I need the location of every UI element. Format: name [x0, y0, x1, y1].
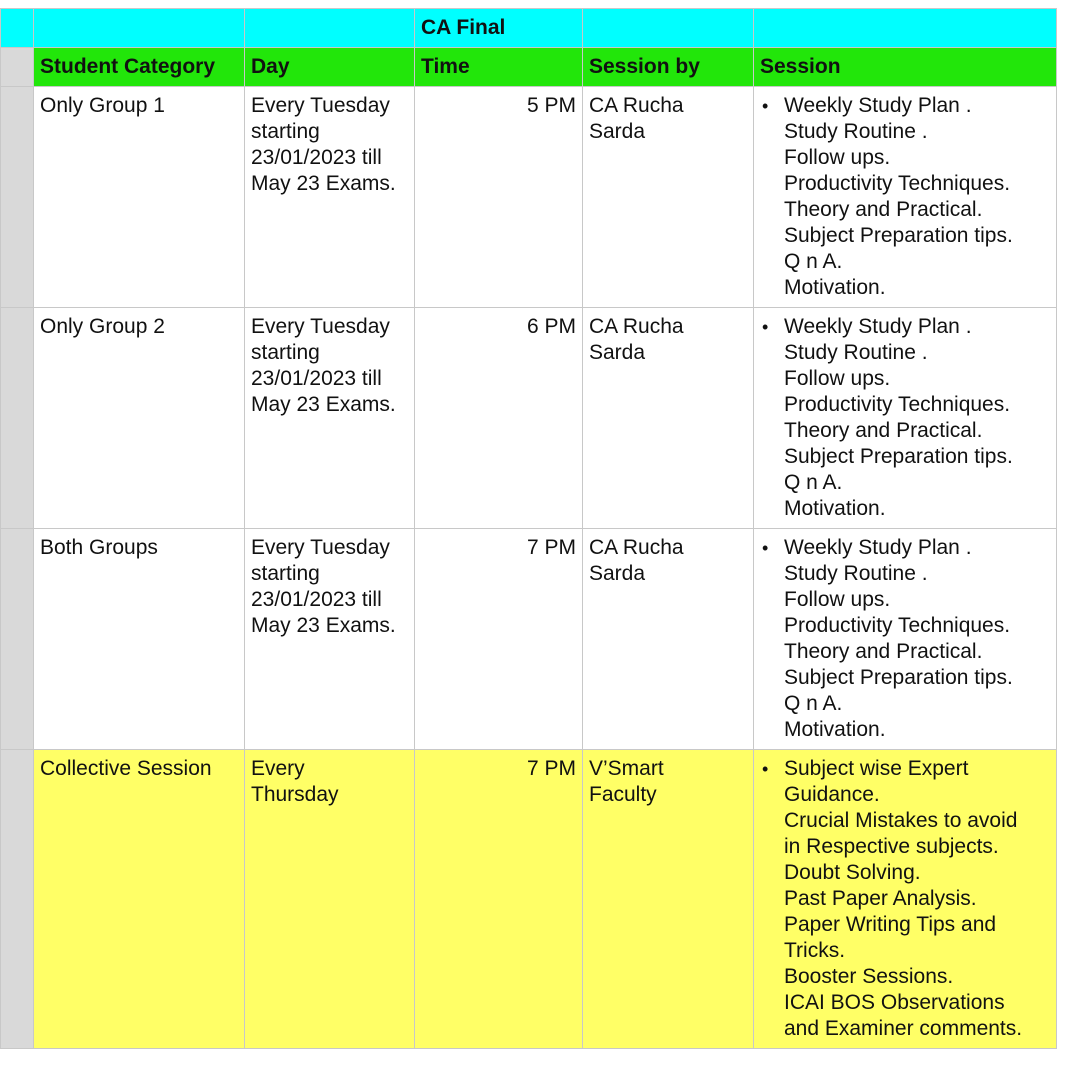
session-cell[interactable] — [754, 529, 1057, 750]
student-category: Only Group 2 — [40, 315, 165, 338]
session-item: Theory and Practical. — [784, 419, 983, 442]
row-gutter[interactable] — [1, 48, 34, 87]
session-list — [754, 308, 1056, 522]
session-item: • Weekly Study Plan . — [760, 535, 1052, 561]
session-item: • Weekly Study Plan . — [760, 314, 1052, 340]
session-item: Study Routine . — [784, 562, 928, 585]
session-item: • Subject wise Expert — [760, 756, 1052, 782]
session-item: Subject Preparation tips. — [784, 445, 1013, 468]
session-item: Guidance. — [784, 783, 880, 806]
session-list — [754, 529, 1056, 743]
session-by-text — [583, 529, 753, 587]
session-item: Subject Preparation tips. — [784, 224, 1013, 247]
session-by-cell[interactable] — [583, 87, 754, 308]
day-cell[interactable] — [245, 750, 415, 1049]
session-by-cell[interactable] — [583, 750, 754, 1049]
session-by-cell[interactable] — [583, 308, 754, 529]
session-item: in Respective subjects. — [784, 835, 999, 858]
day-line: May 23 Exams. — [251, 614, 396, 637]
header-session: Session — [760, 55, 841, 78]
session-item: Productivity Techniques. — [784, 614, 1011, 637]
session-item: Tricks. — [784, 939, 846, 962]
time-cell[interactable] — [415, 750, 583, 1049]
session-by-line: Sarda — [589, 120, 646, 143]
day-line: 23/01/2023 till — [251, 367, 382, 390]
session-item: Motivation. — [784, 276, 886, 299]
category-cell[interactable] — [34, 87, 245, 308]
row-gutter[interactable] — [1, 87, 34, 308]
title-row — [1, 9, 1057, 48]
day-line: starting — [251, 120, 320, 143]
session-list — [754, 87, 1056, 301]
time-cell[interactable] — [415, 87, 583, 308]
student-category: Collective Session — [40, 757, 212, 780]
row-gutter[interactable] — [1, 750, 34, 1049]
schedule-table — [0, 8, 1057, 1049]
session-by-line: Sarda — [589, 341, 646, 364]
session-by-cell[interactable] — [583, 529, 754, 750]
cell[interactable] — [245, 9, 415, 48]
session-item: Study Routine . — [784, 120, 928, 143]
session-item: Productivity Techniques. — [784, 393, 1011, 416]
session-by-line: V’Smart — [589, 757, 664, 780]
cell[interactable] — [754, 9, 1057, 48]
student-category: Only Group 1 — [40, 94, 165, 117]
header-cell[interactable] — [245, 48, 415, 87]
header-row — [1, 48, 1057, 87]
session-by-text — [583, 308, 753, 366]
day-line: starting — [251, 562, 320, 585]
day-cell[interactable] — [245, 529, 415, 750]
time-cell[interactable] — [415, 308, 583, 529]
table-row — [1, 750, 1057, 1049]
session-item: Theory and Practical. — [784, 198, 983, 221]
session-time: 6 PM — [526, 315, 576, 338]
session-item: Past Paper Analysis. — [784, 887, 977, 910]
session-item: and Examiner comments. — [784, 1017, 1023, 1040]
cell[interactable] — [34, 9, 245, 48]
day-cell[interactable] — [245, 308, 415, 529]
row-gutter[interactable] — [1, 308, 34, 529]
session-item: Motivation. — [784, 497, 886, 520]
session-by-line: Faculty — [589, 783, 657, 806]
day-line: Every Tuesday — [251, 94, 390, 117]
header-cell[interactable] — [34, 48, 245, 87]
session-item: Follow ups. — [784, 588, 891, 611]
session-item: Study Routine . — [784, 341, 928, 364]
row-gutter[interactable] — [1, 529, 34, 750]
day-text — [245, 308, 414, 418]
student-category: Both Groups — [40, 536, 158, 559]
session-cell[interactable] — [754, 308, 1057, 529]
session-by-line: CA Rucha — [589, 315, 684, 338]
session-item: Follow ups. — [784, 367, 891, 390]
day-line: Every Tuesday — [251, 315, 390, 338]
session-list — [754, 750, 1056, 1042]
session-item: Q n A. — [784, 692, 843, 715]
day-line: 23/01/2023 till — [251, 146, 382, 169]
header-cell[interactable] — [754, 48, 1057, 87]
session-by-line: CA Rucha — [589, 536, 684, 559]
cell[interactable] — [415, 9, 583, 48]
session-by-line: Sarda — [589, 562, 646, 585]
session-item: Theory and Practical. — [784, 640, 983, 663]
header-day: Day — [251, 55, 290, 78]
session-item: Motivation. — [784, 718, 886, 741]
session-item: Paper Writing Tips and — [784, 913, 997, 936]
header-time: Time — [421, 55, 470, 78]
table-title: CA Final — [421, 16, 506, 39]
row-gutter[interactable] — [1, 9, 34, 48]
day-text — [245, 87, 414, 197]
day-line: starting — [251, 341, 320, 364]
session-by-text — [583, 750, 753, 808]
header-student-category: Student Category — [40, 55, 216, 78]
session-item: ICAI BOS Observations — [784, 991, 1005, 1014]
cell[interactable] — [583, 9, 754, 48]
day-line: May 23 Exams. — [251, 172, 396, 195]
day-line: 23/01/2023 till — [251, 588, 382, 611]
table-row — [1, 529, 1057, 750]
header-session-by: Session by — [589, 55, 700, 78]
day-line: Thursday — [251, 783, 339, 806]
session-item: Booster Sessions. — [784, 965, 954, 988]
header-cell[interactable] — [583, 48, 754, 87]
day-line: May 23 Exams. — [251, 393, 396, 416]
header-cell[interactable] — [415, 48, 583, 87]
session-cell[interactable] — [754, 87, 1057, 308]
session-time: 5 PM — [526, 94, 576, 117]
category-cell[interactable] — [34, 750, 245, 1049]
session-item: Crucial Mistakes to avoid — [784, 809, 1018, 832]
session-item: Follow ups. — [784, 146, 891, 169]
category-cell[interactable] — [34, 529, 245, 750]
day-cell[interactable] — [245, 87, 415, 308]
session-by-text — [583, 87, 753, 145]
session-time: 7 PM — [526, 757, 576, 780]
session-time: 7 PM — [526, 536, 576, 559]
session-item: Q n A. — [784, 471, 843, 494]
time-cell[interactable] — [415, 529, 583, 750]
session-by-line: CA Rucha — [589, 94, 684, 117]
table-row — [1, 87, 1057, 308]
session-item: • Weekly Study Plan . — [760, 93, 1052, 119]
session-item: Productivity Techniques. — [784, 172, 1011, 195]
session-item: Doubt Solving. — [784, 861, 921, 884]
session-cell[interactable] — [754, 750, 1057, 1049]
session-item: Subject Preparation tips. — [784, 666, 1013, 689]
day-text — [245, 750, 414, 808]
table-row — [1, 308, 1057, 529]
day-line: Every — [251, 757, 305, 780]
day-line: Every Tuesday — [251, 536, 390, 559]
day-text — [245, 529, 414, 639]
session-item: Q n A. — [784, 250, 843, 273]
spreadsheet — [0, 8, 1056, 1049]
category-cell[interactable] — [34, 308, 245, 529]
